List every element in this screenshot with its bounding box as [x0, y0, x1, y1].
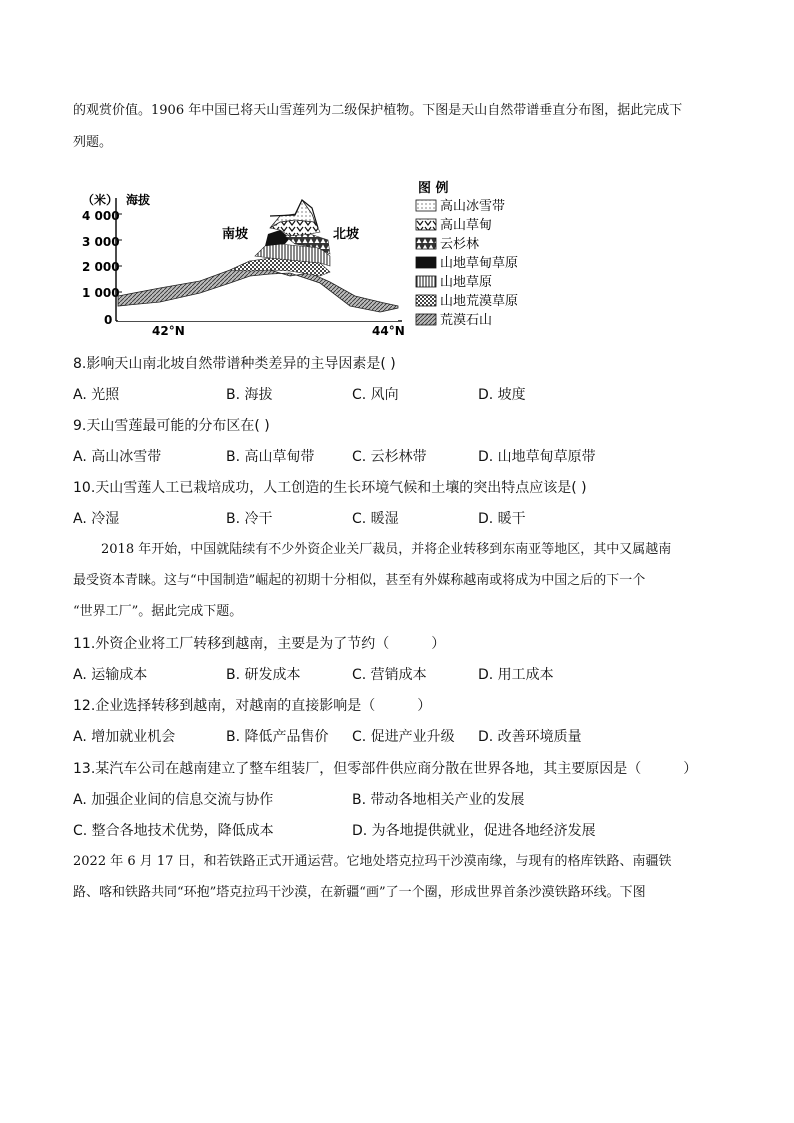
question-12-option-b[interactable]: B. 降低产品售价 [226, 729, 329, 745]
y-tick-label: 2 000 [82, 260, 120, 274]
legend-label: 高山冰雪带 [440, 199, 506, 214]
question-8-option-a[interactable]: A. 光照 [73, 387, 120, 403]
legend-label: 高山草甸 [440, 218, 493, 233]
question-12-option-d[interactable]: D. 改善环境质量 [478, 729, 582, 745]
legend-label: 云杉林 [440, 237, 480, 252]
x-tick-label: 44°N [372, 324, 405, 338]
question-9-stem: 9.天山雪莲最可能的分布区在( ) [73, 418, 270, 434]
question-8-option-d[interactable]: D. 坡度 [478, 387, 526, 403]
legend-swatch [416, 219, 436, 230]
intro-text-line: 路、喀和铁路共同“环抱”塔克拉玛干沙漠，在新疆“画”了一个圈，形成世界首条沙漠铁路环线。下图 [73, 885, 646, 900]
y-tick-label: 0 [104, 313, 113, 327]
intro-text-line: 2018 年开始，中国就陆续有不少外资企业关厂裁员，并将企业转移到东南亚等地区，其中又属越南 [101, 542, 672, 557]
question-13-stem: 13.某汽车公司在越南建立了整车组装厂，但零部件供应商分散在世界各地，其主要原因是（ ） [73, 761, 698, 777]
question-11-option-d[interactable]: D. 用工成本 [478, 667, 554, 683]
question-11-option-c[interactable]: C. 营销成本 [352, 667, 427, 683]
y-tick-label: 1 000 [82, 286, 120, 300]
question-8-option-c[interactable]: C. 风向 [352, 387, 399, 403]
legend-swatch [416, 314, 436, 325]
question-13-option-d[interactable]: D. 为各地提供就业，促进各地经济发展 [352, 823, 596, 839]
question-12-option-a[interactable]: A. 增加就业机会 [73, 729, 176, 745]
y-axis-unit: （米） [82, 193, 119, 207]
legend-label: 山地荒漠草原 [440, 294, 519, 309]
legend-title: 图 例 [418, 181, 449, 196]
y-tick-label: 4 000 [82, 209, 120, 223]
legend-swatch [416, 200, 436, 211]
question-11-option-b[interactable]: B. 研发成本 [226, 667, 301, 683]
question-10-option-b[interactable]: B. 冷干 [226, 511, 273, 527]
question-11-option-a[interactable]: A. 运输成本 [73, 667, 148, 683]
question-9-option-c[interactable]: C. 云杉林带 [352, 449, 427, 465]
question-10-option-a[interactable]: A. 冷湿 [73, 511, 120, 527]
legend-label: 荒漠石山 [440, 313, 493, 328]
question-12-stem: 12.企业选择转移到越南，对越南的直接影响是（ ） [73, 698, 432, 714]
question-13-option-c[interactable]: C. 整合各地技术优势，降低成本 [73, 823, 274, 839]
question-10-stem: 10.天山雪莲人工已栽培成功，人工创造的生长环境气候和土壤的突出特点应该是( ) [73, 480, 587, 496]
question-9-option-a[interactable]: A. 高山冰雪带 [73, 449, 162, 465]
intro-text-line: “世界工厂”。据此完成下题。 [73, 604, 243, 619]
question-8-stem: 8.影响天山南北坡自然带谱种类差异的主导因素是( ) [73, 356, 396, 372]
north-slope-label: 北坡 [333, 227, 360, 242]
x-tick-label: 42°N [152, 324, 185, 338]
legend-label: 山地草原 [440, 275, 493, 290]
intro-text-line: 列题。 [73, 135, 113, 150]
y-axis-title: 海拔 [126, 193, 151, 207]
question-11-stem: 11.外资企业将工厂转移到越南，主要是为了节约（ ） [73, 636, 446, 652]
intro-text-line: 2022 年 6 月 17 日，和若铁路正式开通运营。它地处塔克拉玛干沙漠南缘，与现有的格库铁路、南疆铁 [73, 854, 672, 869]
question-9-option-b[interactable]: B. 高山草甸带 [226, 449, 315, 465]
legend-swatch [416, 276, 436, 287]
question-8-option-b[interactable]: B. 海拔 [226, 387, 273, 403]
intro-text-line: 最受资本青睐。这与“中国制造”崛起的初期十分相似，甚至有外媒称越南或将成为中国之后的下一个 [73, 573, 646, 588]
question-10-option-d[interactable]: D. 暖干 [478, 511, 526, 527]
legend-swatch [416, 238, 436, 249]
question-12-option-c[interactable]: C. 促进产业升级 [352, 729, 455, 745]
south-slope-label: 南坡 [222, 227, 249, 242]
intro-text-line: 的观赏价值。1906 年中国已将天山雪莲列为二级保护植物。下图是天山自然带谱垂直分布图，据此完成下 [73, 103, 683, 118]
legend-swatch [416, 257, 436, 268]
question-13-option-a[interactable]: A. 加强企业间的信息交流与协作 [73, 792, 274, 808]
question-9-option-d[interactable]: D. 山地草甸草原带 [478, 449, 596, 465]
legend-label: 山地草甸草原 [440, 256, 519, 271]
question-10-option-c[interactable]: C. 暖湿 [352, 511, 399, 527]
tianshan-vertical-zone-diagram [80, 178, 530, 338]
legend-swatch [416, 295, 436, 306]
y-tick-label: 3 000 [82, 235, 120, 249]
question-13-option-b[interactable]: B. 带动各地相关产业的发展 [352, 792, 525, 808]
